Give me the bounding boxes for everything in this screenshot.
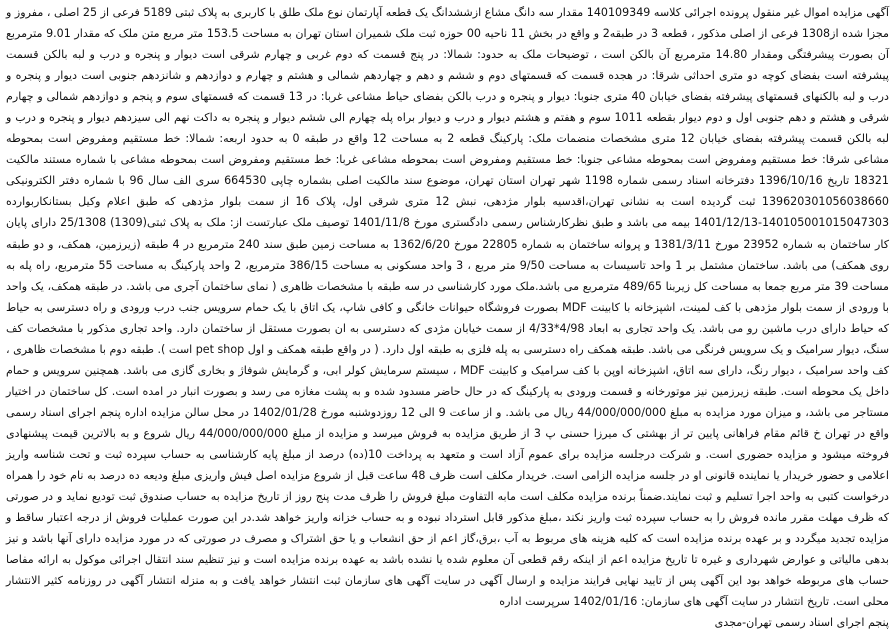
notice-body: آگهی مزایده اموال غیر منقول پرونده اجرائی کلاسه 140109349 مقدار سه دانگ مشاع ازششدانگ یک قطعه آپارتمان نوع ملک طلق با کاربری به پلاک ثبتی 5189 فرعی از 25 اصلی ، مفروز و مجزا شده از1308 فرعی از اصلی مذکور ، قطعه 3 در طبقه2 و واقع در بخش 11 ناحیه 00 حوزه ثبت ملک شمیران استان تهران به مساحت 153.5 متر مربع متن ملک که مقدار 9.01 مترمربع آن بصورت پیشرفتگی ومقدار 14.80 مترمربع آن بالکن است ، توضیحات ملک به حدود: شمالا: در پنج قسمت که دوم غربی و چهارم شرقی است دیوار و پنجره و درب و لبه بالکن قسمت پیشرفته است بفضای کوچه دو متری احداثی شرقا: در هجده قسمت که قسمتهای دوم و ششم و دهم و چهاردهم شمالی و هشتم و چهارم و دوازدهم و شانزدهم جنوبی است دیوار و پنجره و درب و لبه بالکنهای قسمتهای پیشرفته بفضای خیابان 40 متری جنوبا: دیوار و پنجره و درب بالکن بفضای حیاط مشاعی غربا: در 13 قسمت که قسمتهای سوم و پنجم و دوازدهم شمالی و چهارم شرقی و هشتم و دهم جنوبی اول و دوم دیوار بقطعه 1011 سوم و هفتم و هشتم دیوار و درب و دیوار براه پله چهارم الی ششم دیوار و پنجره به داکت نهم الی سیزدهم دیوار و پنجره و درب و لبه بالکن قسمت پیشرفته بفضای خیابان 12 متری مشخصات منضمات ملک: پارکینگ قطعه 2 به مساحت 12 واقع در طبقه 0 به حدود اربعه: شمالا: خط مستقیم ومفروض است بمحوطه مشاعی شرقا: خط مستقیم ومفروض است بمحوطه مشاعی جنوبا: خط مستقیم ومفروض است بمحوطه مشاعی غربا: خط مستقیم ومفروض است بمحوطه مشاعی با شماره مستند مالکیت 18321 تاریخ 1396/10/16 دفترخانه اسناد رسمی شماره 1198 شهر تهران استان تهران، موضوع سند مالکیت اصلی بشماره چاپی 664530 سری الف سال 96 با شماره دفتر الکترونیکی 139620301056038660 ثبت گردیده است به نشانی تهران،اقدسیه بلوار مژدهی، نبش 12 متری شرقی اول، پلاک 16 از سمت بلوار مژدهی که طبق اعلام وکیل بستانکاربوارده 140105001015047303-1401/12/13 بیمه می باشد و طبق نظرکارشناس رسمی دادگستری مورخ 1401/11/8 توصیف ملک عبارتست از: ملک به پلاک ثبتی(1309) 25/1308 دارای پایان کار ساختمان به شماره 23952 مورخ 1381/3/11 و پروانه ساختمان به شماره 22805 مورخ 1362/6/20 به مساحت زمین طبق سند 240 مترمربع در 4 طبقه (زیرزمین، همکف، و دو طبقه روی همکف) می باشد. ساختمان مشتمل بر 1 واحد تاسیسات به مساحت 9/50 متر مربع ، 3 واحد مسکونی به مساحت 386/15 مترمربع، 2 واحد پارکینگ به مساحت 55 مترمربع، راه پله به مساحت 39 متر مربع جمعا به مساحت کل زیربنا 489/65 مترمربع می باشد.ملک مورد کارشناسی در سه طبقه با مشخصات ظاهری ( نمای ساختمان آجری می باشد. در طبقه همکف، یک واحد با ورودی از سمت بلوار مژدهی با کف لمینت، اشپزخانه با کابینت MDF بصورت فروشگاه حیوانات خانگی و کافی شاپ، یک اتاق با یک حمام سرویس جنب درب ورودی و راه دسترسی به حیاط که حیاط دارای درب ماشین رو می باشد. یک واحد تجاری به ابعاد 4/98*4/33 از سمت خیابان مژدی که دسترسی به ان بصورت مستقل از ساختمان دارد. واحد تجاری مذکور با مشخصات کف سنگ، دیوار سرامیک و یک سرویس فرنگی می باشد. طبقه همکف راه دسترسی به پله فلزی به طبقه اول دارد. ( در واقع طبقه همکف و اول pet shop است ). طبقه دوم با مشخصات ظاهری ، کف واحد سرامیک ، دیوار رنگ، دارای سه اتاق، اشپزخانه اوپن با کف سرامیک و کابینت MDF ، سیستم سرمایش کولر ابی، و گرمایش شوفاژ و بخاری گازی می باشد. همچنین سرویس و حمام داخل یک محوطه است. طبقه زیرزمین نیز موتورخانه و قسمت ورودی به پارکینگ که در حال حاضر مسدود شده و به پشت مغازه می رسد و بصورت انبار در امده است. کل ساختمان در اختیار مستاجر می باشد، و میزان مورد مزایده به مبلغ 44/000/000/000 ریال می باشد. و از ساعت 9 الی 12 روزدوشنبه مورخ 1402/01/28 در محل سالن مزایده اداره پنجم اجرای اسناد رسمی واقع در تهران خ قائم مقام فراهانی پایین تر از بهشتی ک میرزا حسنی پ 3 از طریق مزایده به فروش میرسد و مزایده از مبلغ 44/000/000/000 ریال شروع و به بالاترین قیمت پیشنهادی فروخته میشود و مزایده حضوری است. و شرکت درجلسه مزایده برای عموم آزاد است و متعهد به پرداخت 10(ده) درصد از مبلغ پایه کارشناسی به حساب سپرده ثبت و تحت شناسه واریز اعلامی و حضور خریدار یا نماینده قانونی او در جلسه مزایده الزامی است. خریدار مکلف است ظرف 48 ساعت قبل از شروع مزایده اصل فیش واریزی مبلغ ودیعه ده درصد به نام خود را همراه درخواست کتبی به واحد اجرا تسلیم و ثبت نمایند.ضمناً برنده مزایده مکلف است مابه التفاوت مبلغ فروش را ظرف مدت پنج روز از تاریخ مزایده به حساب صندوق ثبت تودیع نماید و در صورتی که ظرف مهلت مقرر مانده فروش را به حساب سپرده ثبت واریز نکند ،مبلغ مذکور قابل استرداد نبوده و به حساب خزانه واریز خواهد شد.در این صورت عملیات فروش از درجه اعتبار ساقط و مزایده تجدید میگردد و بر عهده برنده مزایده است که کلیه هزینه های مربوط به آب ،برق،گاز اعم از حق انشعاب و یا حق اشتراک و مصرف در صورتی که در مورد مزایده دارای آنها باشد و نیز بدهی مالیاتی و عوارض شهرداری و غیره تا تاریخ مزایده اعم از اینکه رقم قطعی آن معلوم شده یا نشده باشد به عهده برنده مزایده است و نیز تنظیم سند انتقال اجرائی موکول به ارائه مفاصا حساب های مربوطه خواهد بود این آگهی پس از تایید نهایی فرایند مزایده و ارسال آگهی در سایت آگهی های سازمان ثبت انتشار خواهد یافت و به منزله انتشار آگهی در روزنامه کثیر الانتشار محلی است. تاریخ انتشار در سایت آگهی های سازمان: 1402/01/16 سرپرست اداره (6, 6, 890, 609)
notice-signature: پنجم اجرای اسناد رسمی تهران-مجدی (714, 616, 889, 630)
